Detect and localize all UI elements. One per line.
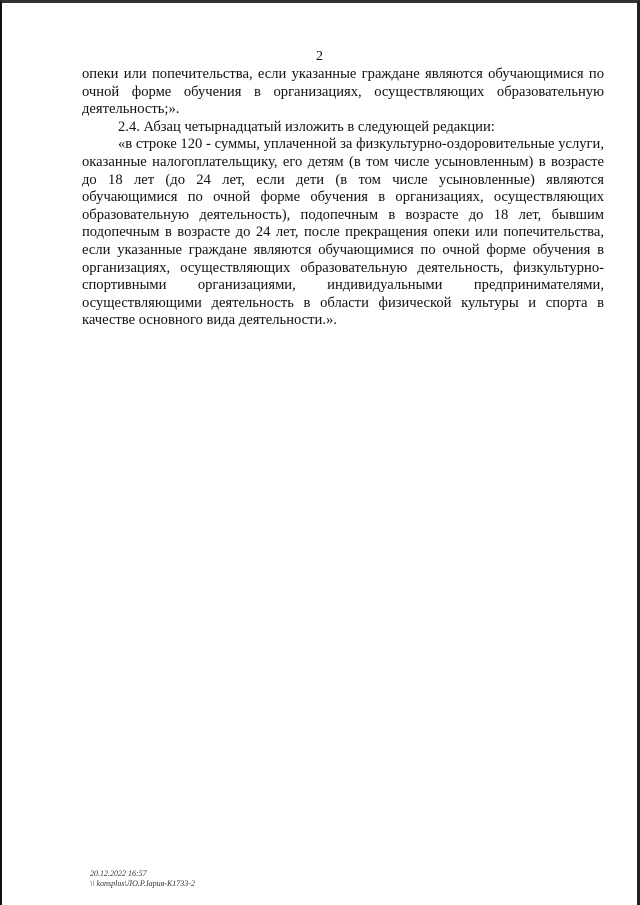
paragraph-continuation: опеки или попечительства, если указанные граждане являются обучающимися по очной форме обучения в организациях, осуществляющих образовательную деятельность;». (82, 66, 604, 118)
paragraph-clause-2-4: 2.4. Абзац четырнадцатый изложить в следующей редакции: (118, 118, 495, 135)
paragraph-quoted-text: «в строке 120 - суммы, уплаченной за физкультурно-оздоровительные услуги, оказанные налогоплательщику, его детям (в том числе усыновленным) в возрасте до 18 лет (до 24 лет, если дети (в том числе усыновленные) являются обучающимися по очной форме обучения в организациях, осуществляющих образовательную деятельность), подопечным в возрасте до 18 лет, бывшим подопечным в возрасте до 24 лет, после прекращения опеки или попечительства, если указанные граждане являются обучающимися по очной форме обучения в организациях, осуществляющих образовательную деятельность, физкультурно-спортивными организациями, индивидуальными предпринимателями, осуществляющими деятельность в области физической культуры и спорта в качестве основного вида деятельности.». (82, 136, 604, 329)
page-number: 2 (316, 49, 323, 64)
footer-file-path: \\ konsplus\ЛО.Р.Іария-К1733-2 (90, 879, 195, 888)
footer-timestamp: 20.12.2022 16:57 (90, 869, 147, 878)
document-body (82, 66, 604, 330)
document-footer (90, 869, 195, 889)
